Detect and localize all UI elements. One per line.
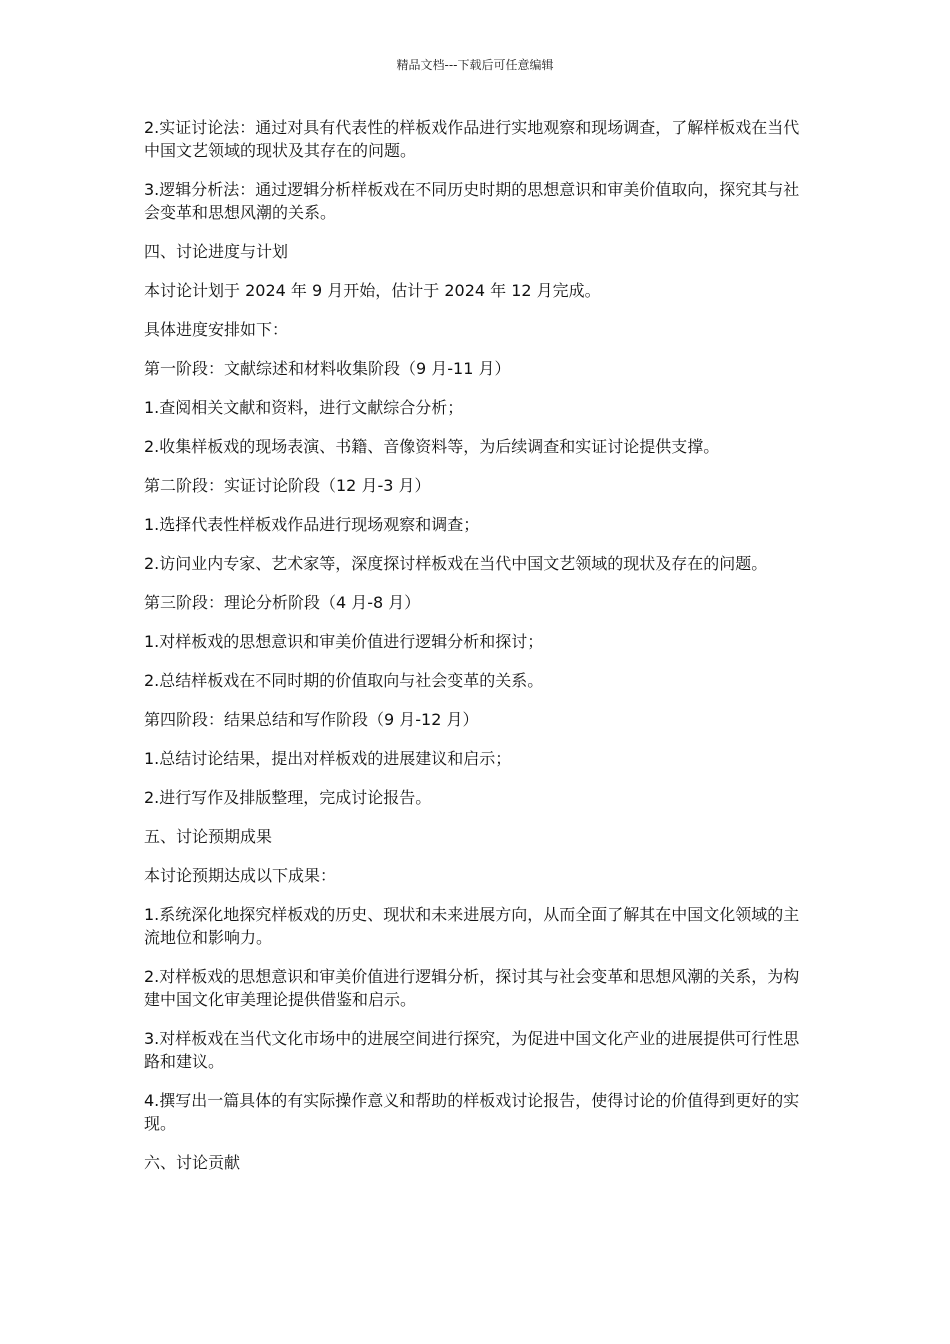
phase-2-item-1: 1.选择代表性样板戏作品进行现场观察和调查； — [144, 515, 480, 534]
document-body — [144, 116, 804, 1190]
phase-3-item-1: 1.对样板戏的思想意识和审美价值进行逻辑分析和探讨； — [144, 632, 544, 651]
phase-heading-1: 第一阶段：文献综述和材料收集阶段（9 月-11 月） — [144, 359, 511, 378]
phase-heading-2: 第二阶段：实证讨论阶段（12 月-3 月） — [144, 476, 431, 495]
phase-3-item-2: 2.总结样板戏在不同时期的价值取向与社会变革的关系。 — [144, 671, 544, 690]
phase-1-item-1: 1.查阅相关文献和资料，进行文献综合分析； — [144, 398, 464, 417]
section-heading-contribution: 六、讨论贡献 — [144, 1153, 241, 1172]
phase-4-item-1: 1.总结讨论结果，提出对样板戏的进展建议和启示； — [144, 749, 512, 768]
outcome-item-4: 4.撰写出一篇具体的有实际操作意义和帮助的样板戏讨论报告，使得讨论的价值得到更好的实现。 — [144, 1091, 800, 1133]
paragraph-outcomes-intro: 本讨论预期达成以下成果： — [144, 866, 337, 885]
outcome-item-2: 2.对样板戏的思想意识和审美价值进行逻辑分析，探讨其与社会变革和思想风潮的关系，为构建中国文化审美理论提供借鉴和启示。 — [144, 967, 800, 1009]
page-header: 精品文档---下载后可任意编辑 — [396, 58, 554, 72]
paragraph-timeline: 本讨论计划于 2024 年 9 月开始，估计于 2024 年 12 月完成。 — [144, 281, 601, 300]
phase-2-item-2: 2.访问业内专家、艺术家等，深度探讨样板戏在当代中国文艺领域的现状及存在的问题。 — [144, 554, 768, 573]
paragraph-method-empirical: 2.实证讨论法：通过对具有代表性的样板戏作品进行实地观察和现场调查，了解样板戏在当代中国文艺领域的现状及其存在的问题。 — [144, 118, 800, 160]
outcome-item-1: 1.系统深化地探究样板戏的历史、现状和未来进展方向，从而全面了解其在中国文化领域的主流地位和影响力。 — [144, 905, 800, 947]
section-heading-outcomes: 五、讨论预期成果 — [144, 827, 273, 846]
phase-1-item-2: 2.收集样板戏的现场表演、书籍、音像资料等，为后续调查和实证讨论提供支撑。 — [144, 437, 720, 456]
phase-4-item-2: 2.进行写作及排版整理，完成讨论报告。 — [144, 788, 432, 807]
paragraph-schedule-intro: 具体进度安排如下： — [144, 320, 289, 339]
outcome-item-3: 3.对样板戏在当代文化市场中的进展空间进行探究，为促进中国文化产业的进展提供可行性思路和建议。 — [144, 1029, 800, 1071]
phase-heading-3: 第三阶段：理论分析阶段（4 月-8 月） — [144, 593, 421, 612]
phase-heading-4: 第四阶段：结果总结和写作阶段（9 月-12 月） — [144, 710, 479, 729]
paragraph-method-logic: 3.逻辑分析法：通过逻辑分析样板戏在不同历史时期的思想意识和审美价值取向，探究其与社会变革和思想风潮的关系。 — [144, 180, 800, 222]
section-heading-progress: 四、讨论进度与计划 — [144, 242, 289, 261]
